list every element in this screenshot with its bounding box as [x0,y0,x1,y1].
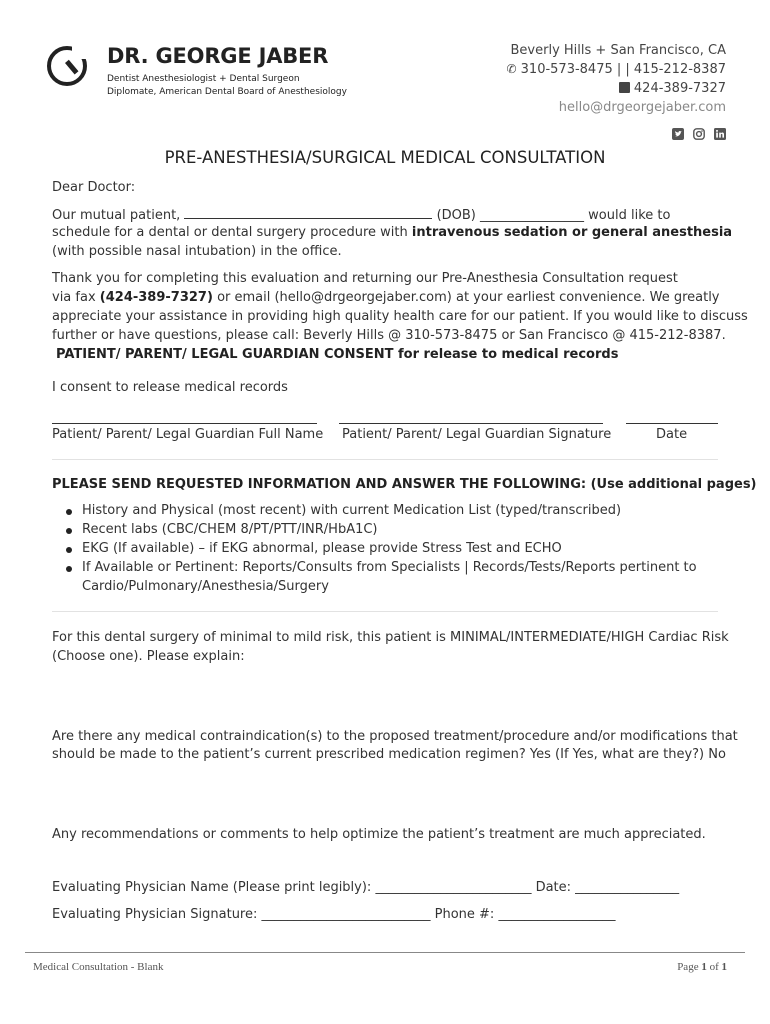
bullet-icon [66,528,72,534]
divider [52,459,718,460]
consent-statement: I consent to release medical records [52,380,288,395]
request-item: Recent labs (CBC/CHEM 8/PT/PTT/INR/HbA1C) [82,522,378,537]
physician-signature-phone-field[interactable]: Evaluating Physician Signature: __________________________ Phone #: __________________ [52,907,616,922]
footer-divider [25,952,745,953]
brand-subtitle: Dentist Anesthesiologist + Dental Surgeon [107,74,300,84]
intro-line-3: (with possible nasal intubation) in the office. [52,244,342,259]
guardian-name-line[interactable] [52,423,317,424]
bullet-icon [66,547,72,553]
fax-number: 424-389-7327 [619,81,726,96]
physician-name-date-field[interactable]: Evaluating Physician Name (Please print legibly): ________________________ Date: ________________ [52,880,680,895]
footer-document-name: Medical Consultation - Blank [33,961,164,973]
fax-number-bold: (424-389-7327) [99,290,213,305]
email-link[interactable]: hello@drgeorgejaber.com [558,100,726,115]
contraindication-question: Are there any medical contraindication(s) to the proposed treatment/procedure and/or modifications that [52,729,738,744]
consent-date-line[interactable] [626,423,718,424]
phone-numbers: ✆ 310-573-8475 | | 415-212-8387 [506,62,726,77]
brand-name: DR. GEORGE JABER [107,44,329,68]
page-number: Page 1 of 1 [677,961,727,973]
thanks-line-3: appreciate your assistance in providing high quality health care for our patient. If you would like to discuss [52,309,748,324]
consent-heading: PATIENT/ PARENT/ LEGAL GUARDIAN CONSENT for release to medical records [56,347,619,362]
greeting: Dear Doctor: [52,180,136,195]
thanks-line-2: via fax (424-389-7327) or email (hello@drgeorgejaber.com) at your earliest convenience. We greatly [52,290,720,305]
cardiac-risk-choose: (Choose one). Please explain: [52,649,245,664]
thanks-line-4: further or have questions, please call: Beverly Hills @ 310-573-8475 or San Francisco @ 415-212-8387. [52,328,726,343]
instagram-icon[interactable] [693,125,705,137]
intro-line-2: schedule for a dental or dental surgery procedure with intravenous sedation or general anesthesia [52,225,733,240]
request-item: EKG (If available) – if EKG abnormal, please provide Stress Test and ECHO [82,541,562,556]
social-links [663,120,726,139]
intro-line-1: Our mutual patient, (DOB) ________________ would like to [52,208,671,223]
phone-icon: ✆ [506,62,517,76]
divider [52,611,718,612]
bullet-icon [66,509,72,515]
guardian-signature-line[interactable] [339,423,603,424]
patient-name-field[interactable] [184,206,432,219]
request-item: If Available or Pertinent: Reports/Consults from Specialists | Records/Tests/Reports pertinent to [82,560,697,575]
location: Beverly Hills + San Francisco, CA [510,43,726,58]
guardian-name-label: Patient/ Parent/ Legal Guardian Full Name [52,427,324,442]
cardiac-risk-question: For this dental surgery of minimal to mild risk, this patient is MINIMAL/INTERMEDIATE/HIGH Cardiac Risk [52,630,729,645]
brand-credential: Diplomate, American Dental Board of Anesthesiology [107,87,347,97]
request-heading: PLEASE SEND REQUESTED INFORMATION AND ANSWER THE FOLLOWING: (Use additional pages) [52,477,757,492]
consent-date-label: Date [656,427,688,442]
contraindication-question-cont: should be made to the patient’s current prescribed medication regimen? Yes (If Yes, what are they?) No [52,747,726,762]
page-title: PRE-ANESTHESIA/SURGICAL MEDICAL CONSULTATION [164,148,606,167]
recommendations-prompt: Any recommendations or comments to help optimize the patient’s treatment are much appreciated. [52,827,706,842]
logo-icon [47,46,87,86]
linkedin-icon[interactable] [714,125,726,137]
bullet-icon [66,566,72,572]
guardian-signature-label: Patient/ Parent/ Legal Guardian Signature [342,427,612,442]
request-item: History and Physical (most recent) with current Medication List (typed/transcribed) [82,503,622,518]
thanks-line-1: Thank you for completing this evaluation and returning our Pre-Anesthesia Consultation request [52,271,678,286]
request-item-continued: Cardio/Pulmonary/Anesthesia/Surgery [82,579,329,594]
fax-icon [619,82,630,93]
twitter-icon[interactable] [672,125,684,137]
